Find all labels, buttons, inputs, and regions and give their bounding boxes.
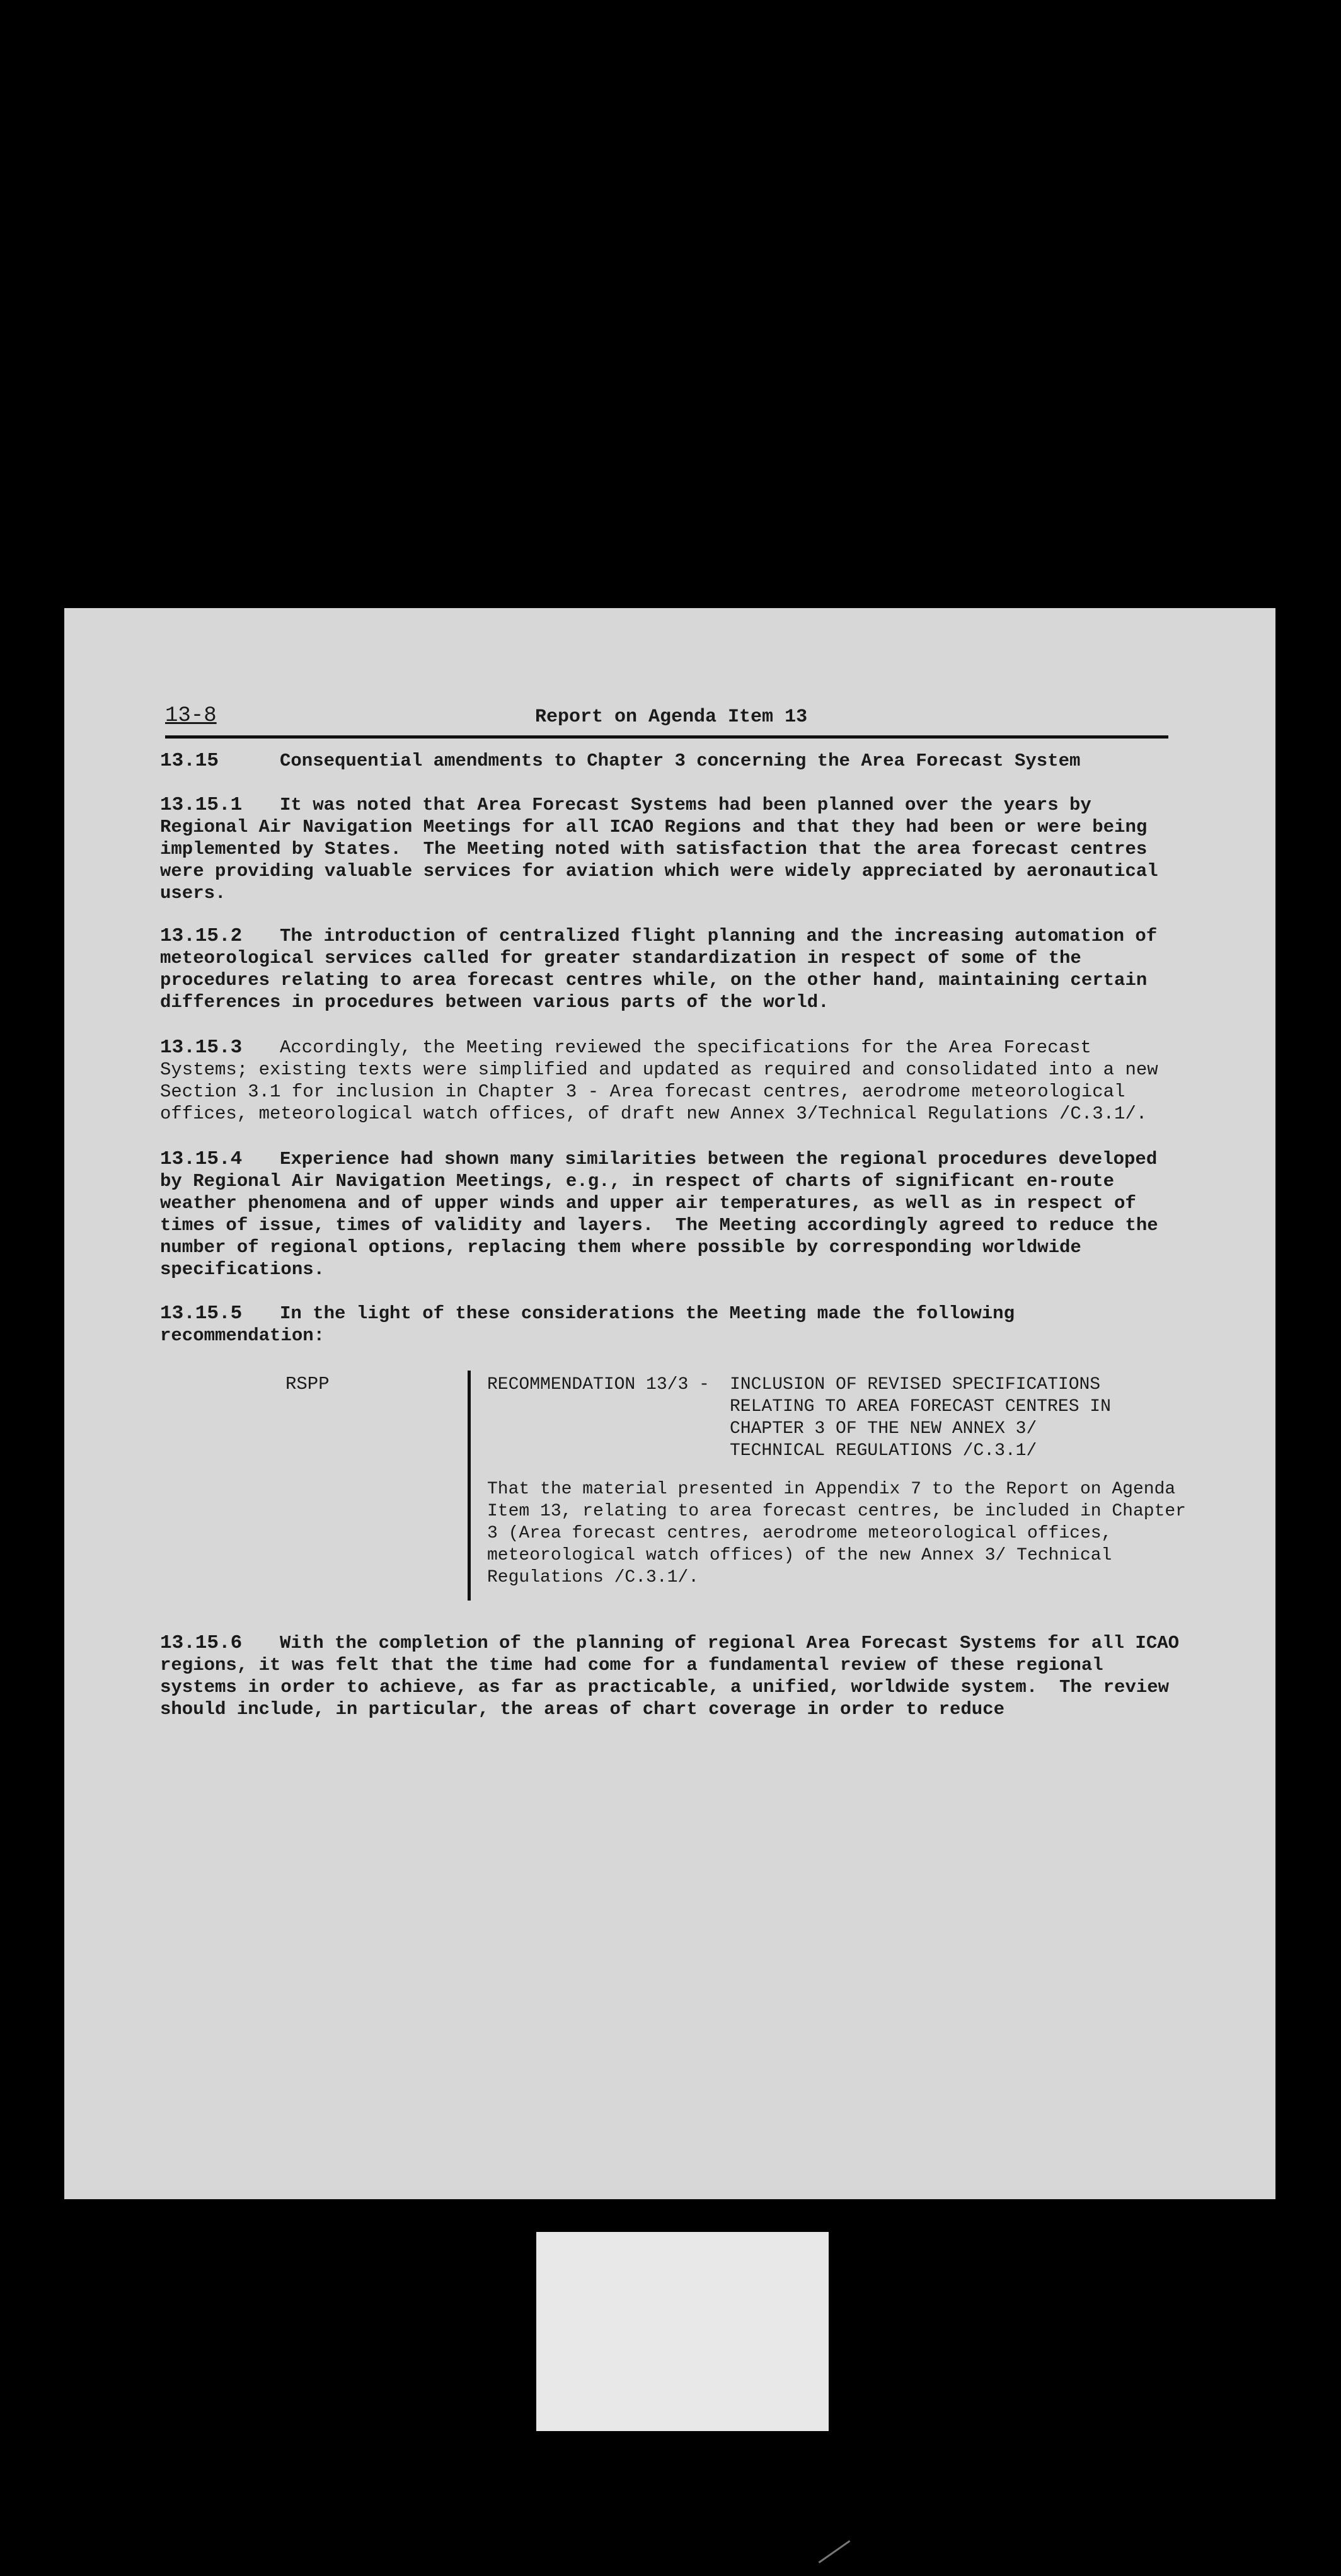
film-scratch-mark bbox=[819, 2540, 851, 2563]
page-number: 13-8 bbox=[165, 704, 217, 728]
paragraph-13-15-3 bbox=[160, 1037, 1187, 1125]
page-header bbox=[165, 704, 1168, 739]
recommendation-title: INCLUSION OF REVISED SPECIFICATIONS RELATING TO AREA FORECAST CENTRES IN CHAPTER 3 OF THE NEW ANNEX 3/ TECHNICAL REGULATIONS /C.3.1/ bbox=[730, 1375, 1111, 1461]
paragraph-number: 13.15.2 bbox=[160, 925, 243, 947]
paragraph-number: 13.15.1 bbox=[160, 794, 243, 816]
document-page bbox=[64, 608, 1275, 2199]
paragraph-text: In the light of these considerations the Meeting made the following recommendation: bbox=[160, 1303, 1026, 1346]
paragraph-number: 13.15.6 bbox=[160, 1632, 243, 1654]
paragraph-13-15-2 bbox=[160, 925, 1187, 1013]
paragraph-number: 13.15 bbox=[160, 750, 219, 772]
paragraph-text: With the completion of the planning of regional Area Forecast Systems for all ICAO regions, it was felt that the time had come for a fundamental review of these regional systems in order to achieve, as far as practicable, a unified, worldwide system. The review should include, in particular, the areas of chart coverage in order to reduce bbox=[160, 1633, 1190, 1720]
paragraph-13-15-4 bbox=[160, 1148, 1187, 1280]
paragraph-13-15-5 bbox=[160, 1302, 1187, 1347]
paragraph-13-15-6 bbox=[160, 1632, 1190, 1720]
blank-card bbox=[536, 2232, 829, 2431]
paragraph-text: Experience had shown many similarities between the regional procedures developed by Regional Air Navigation Meetings, e.g., in respect of charts of significant en-route weather phenomena and of upper winds and upper air temperatures, as well as in respect of times of issue, times of validity and layers. The Meeting accordingly agreed to reduce the number of regional options, replacing them where possible by corresponding worldwide specifications. bbox=[160, 1149, 1170, 1280]
rspp-margin-label: RSPP bbox=[285, 1374, 330, 1394]
recommendation-body: That the material presented in Appendix 7 to the Report on Agenda Item 13, relating to area forecast centres, be included in Chapter 3 (Area forecast centres, aerodrome meteorological offices, meteorological watch offices) of the new Annex 3/ Technical Regulations /C.3.1/. bbox=[487, 1480, 1186, 1587]
recommendation-number: RECOMMENDATION 13/3 - bbox=[487, 1375, 710, 1394]
paragraph-number: 13.15.5 bbox=[160, 1302, 243, 1325]
paragraph-13-15-1 bbox=[160, 794, 1187, 904]
paragraph-text: The introduction of centralized flight planning and the increasing automation of meteorological services called for greater standardization in respect of some of the procedures relating to area forecast centres while, on the other hand, maintaining certain differences in procedures between various parts of the world. bbox=[160, 926, 1168, 1013]
report-title: Report on Agenda Item 13 bbox=[535, 706, 808, 728]
paragraph-text: Accordingly, the Meeting reviewed the specifications for the Area Forecast Systems; existing texts were simplified and updated as required and consolidated into a new Section 3.1 for inclusion in Chapter 3 - Area forecast centres, aerodrome meteorological offices, meteorological watch offices, of draft new Annex 3/Technical Regulations /C.3.1/. bbox=[160, 1037, 1170, 1124]
recommendation-header bbox=[487, 1374, 1224, 1467]
section-heading-13-15 bbox=[160, 750, 1187, 772]
paragraph-number: 13.15.3 bbox=[160, 1037, 243, 1059]
recommendation-block bbox=[487, 1374, 1224, 1589]
section-heading-text: Consequential amendments to Chapter 3 concerning the Area Forecast System bbox=[280, 750, 1081, 771]
recommendation-rule bbox=[468, 1371, 471, 1601]
paragraph-text: It was noted that Area Forecast Systems had been planned over the years by Regional Air Navigation Meetings for all ICAO Regions and that they had been or were being implemented by States. The Meeting noted with satisfaction that the area forecast centres were providing valuable services for aviation which were widely appreciated by aeronautical users. bbox=[160, 795, 1170, 904]
paragraph-number: 13.15.4 bbox=[160, 1148, 243, 1170]
